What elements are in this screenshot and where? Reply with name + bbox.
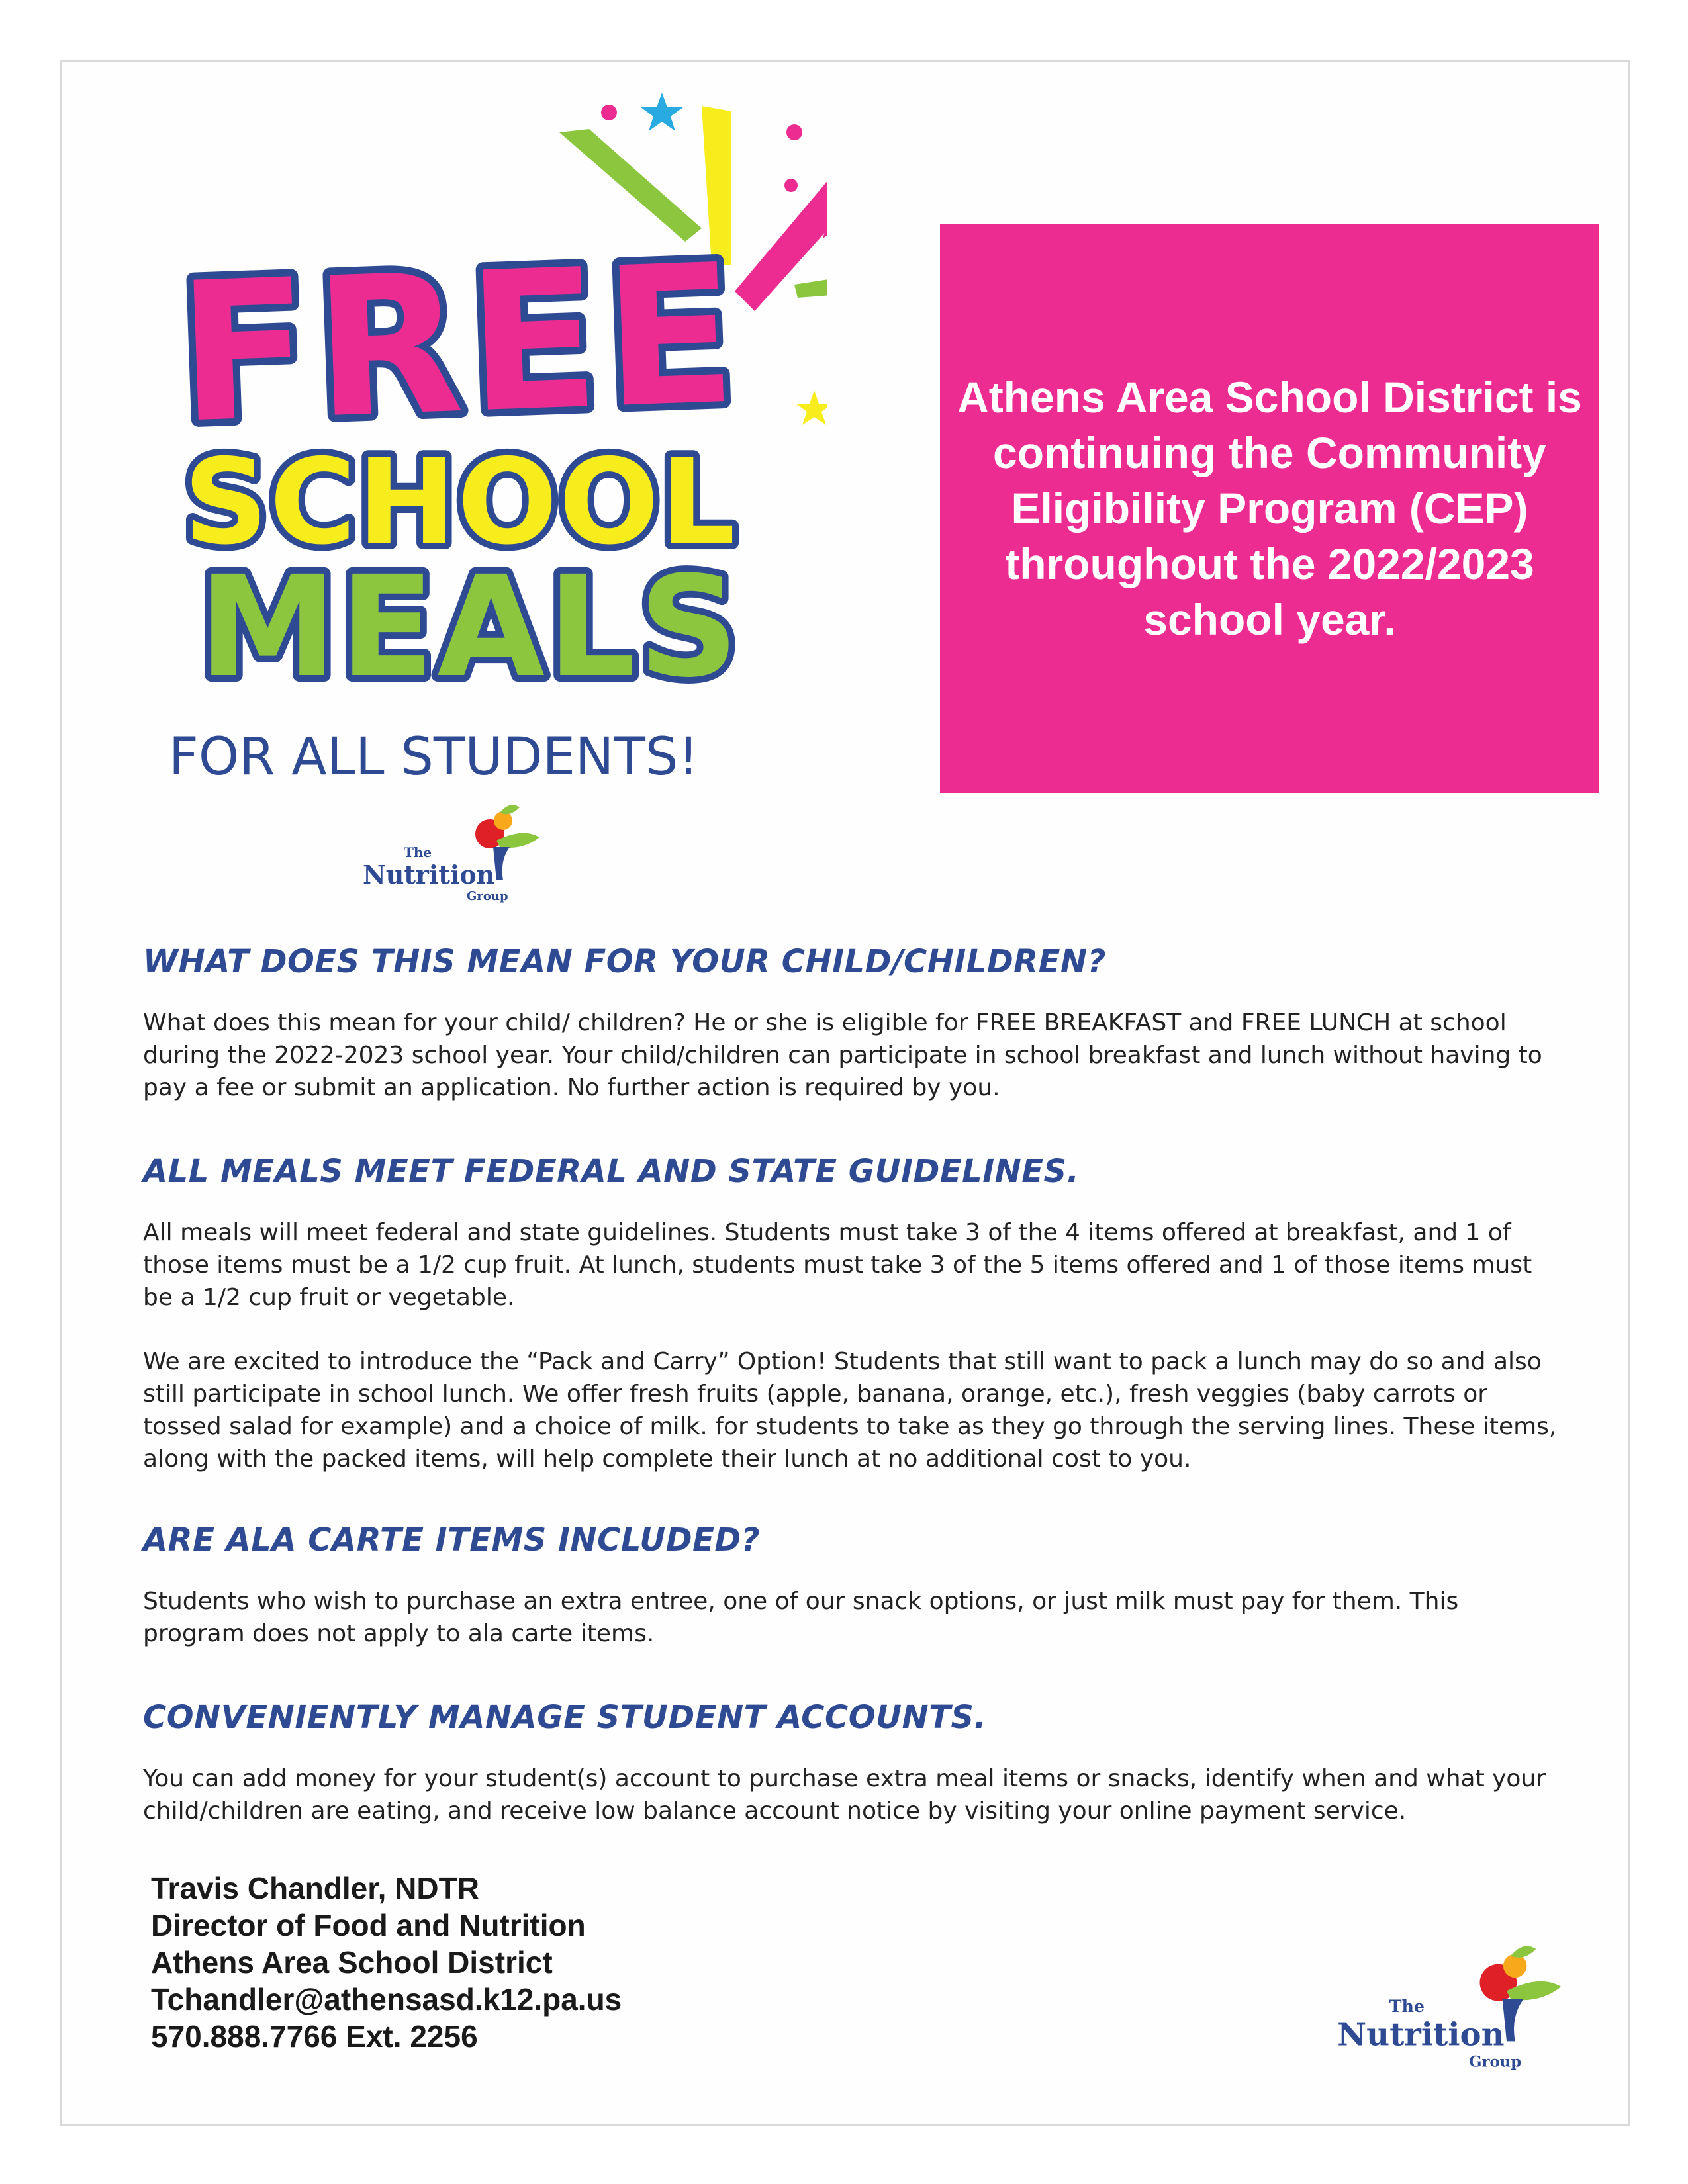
signature-email: Tchandler@athensasd.k12.pa.us (151, 1982, 622, 2017)
logo-tagline: FOR ALL STUDENTS! (169, 727, 699, 787)
logo-group-word: Group (1469, 2053, 1522, 2071)
signature-phone: 570.888.7766 Ext. 2256 (151, 2019, 478, 2054)
signature-org: Athens Area School District (151, 1945, 553, 1979)
section-text-guidelines: All meals will meet federal and state guidelines. Students must take 3 of the 4 items offered at breakfast, and 1 of those items must be a 1/2 cup fruit. At lunch, students must take 3 of the 5 items offered and 1 of those items must be a 1/2 cup fruit or vegetable. (143, 1219, 1532, 1311)
free-school-meals-logo (132, 93, 827, 821)
section-text-ala-carte: Students who wish to purchase an extra entree, one of our snack options, or just milk must pay for them. This program does not apply to ala carte items. (143, 1588, 1459, 1647)
signature-name: Travis Chandler, NDTR (151, 1871, 479, 1905)
logo-free-word: FREE (174, 223, 745, 466)
section-heading-ala-carte: ARE ALA CARTE ITEMS INCLUDED? (143, 1522, 761, 1559)
signature-title: Director of Food and Nutrition (151, 1908, 586, 1942)
main-content (143, 943, 1560, 1827)
section-heading-accounts: CONVENIENTLY MANAGE STUDENT ACCOUNTS. (143, 1699, 987, 1736)
announcement-box (940, 224, 1599, 793)
announcement-text: Athens Area School District is continuing the Community Eligibility Program (CEP) throughout the 2022/2023 school year. (957, 373, 1582, 644)
logo-the-word: The (404, 844, 432, 860)
logo-meals-word: MEALS (198, 546, 742, 708)
logo-school-word: SCHOOL (183, 433, 737, 570)
nutrition-group-logo-large (1331, 1939, 1582, 2085)
section-heading-meaning: WHAT DOES THIS MEAN FOR YOUR CHILD/CHILDREN? (143, 943, 1106, 980)
section-text-accounts: You can add money for your student(s) account to purchase extra meal items or snacks, identify when and what your child/children are eating, and receive low balance account notice by visiting your online payment service. (143, 1765, 1546, 1825)
section-text-meaning: What does this mean for your child/ children? He or she is eligible for FREE BREAKFAST and FREE LUNCH at school during the 2022-2023 school year. Your child/children can participate in school breakfast and lunch without having to pay a fee or submit an application. No further action is required by you. (143, 1009, 1542, 1101)
logo-nutrition-word: Nutrition (1337, 2016, 1505, 2054)
nutrition-group-logo-small (357, 801, 556, 913)
signature-block (151, 1870, 622, 2055)
logo-group-word: Group (467, 889, 508, 903)
section-heading-guidelines: ALL MEALS MEET FEDERAL AND STATE GUIDELINES. (143, 1153, 1080, 1190)
logo-nutrition-word: Nutrition (363, 860, 495, 889)
logo-the-word: The (1389, 1996, 1425, 2016)
section-text-pack-and-carry: We are excited to introduce the “Pack and Carry” Option! Students that still want to pack a lunch may do so and also still participate in school lunch. We offer fresh fruits (apple, banana, orange, etc.), fresh veggies (baby carrots or tossed salad for example) and a choice of milk. for students to take as they go through the serving lines. These items, along with the packed items, will help complete their lunch at no additional cost to you. (143, 1348, 1557, 1473)
